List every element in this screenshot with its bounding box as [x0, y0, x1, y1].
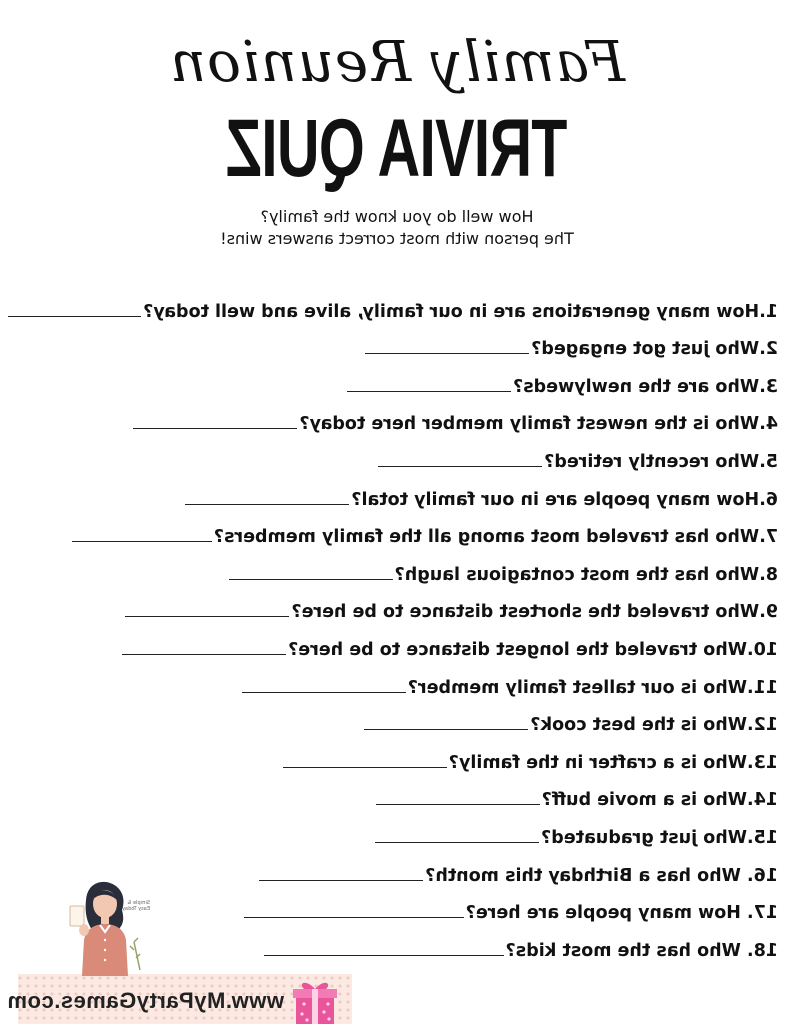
question-text: 14.Who is a movie buff? — [541, 790, 778, 811]
answer-line[interactable] — [283, 766, 447, 768]
answer-line[interactable] — [365, 352, 529, 354]
question-text: 9.Who traveled the shortest distance to be here? — [291, 602, 778, 623]
question-text: 7.Who has traveled most among all the family members? — [213, 527, 778, 548]
question-row — [8, 472, 778, 510]
question-row — [8, 284, 778, 322]
answer-line[interactable] — [259, 879, 423, 881]
answer-line[interactable] — [244, 916, 464, 918]
question-row — [8, 735, 778, 773]
answer-line[interactable] — [264, 954, 504, 956]
answer-line[interactable] — [8, 315, 141, 317]
answer-line[interactable] — [347, 390, 511, 392]
question-row — [8, 397, 778, 435]
answer-line[interactable] — [122, 653, 286, 655]
answer-line[interactable] — [242, 691, 406, 693]
gift-icon — [290, 976, 340, 1026]
question-text: 2.Who just got engaged? — [531, 339, 778, 360]
script-title: Family Reunion — [169, 30, 625, 95]
answer-line[interactable] — [364, 728, 528, 730]
subtitle-line: How well do you know the family? — [260, 207, 534, 226]
question-row — [8, 660, 778, 698]
question-row — [8, 622, 778, 660]
question-list — [8, 284, 778, 961]
question-text: 18. Who has the most kids? — [505, 940, 778, 961]
question-text: 15.Who just graduated? — [541, 827, 778, 848]
subtitle-line: The person with most correct answers wins! — [220, 229, 574, 248]
question-row — [8, 359, 778, 397]
woman-illustration — [60, 870, 150, 976]
question-text: 4.Who is the newest family member here today? — [299, 414, 778, 435]
question-row — [8, 434, 778, 472]
question-row — [8, 547, 778, 585]
answer-line[interactable] — [72, 540, 212, 542]
answer-line[interactable] — [133, 427, 297, 429]
answer-line[interactable] — [378, 465, 542, 467]
question-text: 12.Who is the best cook? — [530, 715, 778, 736]
question-row — [8, 773, 778, 811]
question-text: 11.Who is our tallest family member? — [407, 677, 778, 698]
question-row — [8, 510, 778, 548]
tagline: Simple & Easy Today — [122, 900, 150, 912]
question-text: 10.Who traveled the longest distance to be here? — [288, 639, 778, 660]
subtitle — [0, 206, 794, 250]
question-row — [8, 810, 778, 848]
question-text: 5.Who recently retired? — [544, 451, 778, 472]
website-url[interactable]: www.MyPartyGames.com — [7, 988, 284, 1013]
answer-line[interactable] — [125, 615, 289, 617]
question-row — [8, 322, 778, 360]
answer-line[interactable] — [185, 503, 349, 505]
question-text: 8.Who has the most contagious laugh? — [394, 564, 778, 585]
question-text: 16. Who has a Birthday this month? — [425, 865, 778, 886]
question-row — [8, 698, 778, 736]
question-text: 1.How many generations are in our family, alive and well today? — [143, 301, 778, 322]
question-text: 6.How many people are in our family total? — [351, 489, 778, 510]
question-text: 13.Who is a crafter in the family? — [448, 752, 778, 773]
question-text: 17. How many people are here? — [465, 903, 778, 924]
main-title: TRIVIA QUIZ — [226, 103, 568, 194]
question-text: 3.Who are the newlyweds? — [513, 376, 778, 397]
question-row — [8, 585, 778, 623]
answer-line[interactable] — [375, 841, 539, 843]
answer-line[interactable] — [376, 803, 540, 805]
answer-line[interactable] — [229, 578, 393, 580]
